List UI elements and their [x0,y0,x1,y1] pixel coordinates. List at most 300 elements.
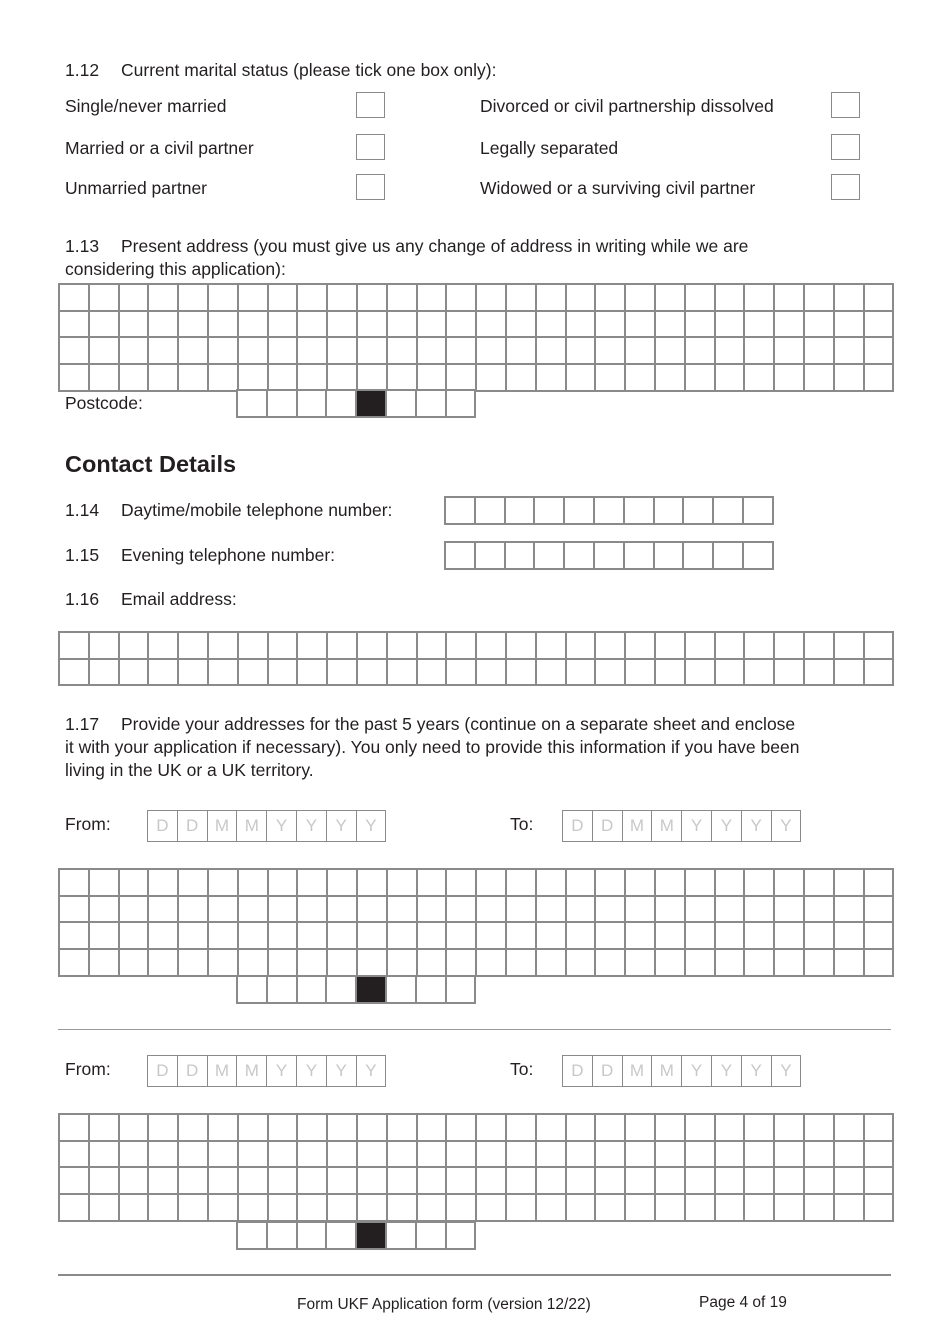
character-box[interactable] [865,870,895,897]
character-box[interactable] [269,1115,299,1142]
character-box[interactable] [388,897,418,924]
character-box[interactable] [775,633,805,660]
character-box[interactable] [656,338,686,365]
date-digit-box[interactable]: Y [712,1056,742,1087]
character-box[interactable] [745,285,775,312]
character-box[interactable] [477,897,507,924]
character-box[interactable] [239,285,269,312]
date-digit-box[interactable]: Y [267,811,297,842]
character-box[interactable] [595,498,625,525]
character-box[interactable] [209,923,239,950]
character-box[interactable] [537,1115,567,1142]
character-box[interactable] [90,338,120,365]
character-box[interactable] [686,923,716,950]
character-box[interactable] [477,365,507,392]
character-box[interactable] [328,365,358,392]
character-box[interactable] [537,1195,567,1222]
character-box[interactable] [865,1195,895,1222]
character-box[interactable] [238,391,268,418]
character-box[interactable] [179,1115,209,1142]
date-digit-box[interactable]: D [178,1056,208,1087]
character-box[interactable] [269,1195,299,1222]
character-box[interactable] [775,897,805,924]
character-box[interactable] [684,543,714,570]
character-box[interactable] [835,285,865,312]
character-box[interactable] [120,338,150,365]
character-box[interactable] [328,1142,358,1169]
character-box[interactable] [239,897,269,924]
character-box[interactable] [716,870,746,897]
character-box[interactable] [686,870,716,897]
character-box[interactable] [298,1142,328,1169]
character-box[interactable] [537,897,567,924]
character-box[interactable] [327,1223,357,1250]
character-box[interactable] [507,1168,537,1195]
character-box[interactable] [149,285,179,312]
character-box[interactable] [805,660,835,687]
character-box[interactable] [656,870,686,897]
character-box[interactable] [507,923,537,950]
character-box[interactable] [596,312,626,339]
date-digit-box[interactable]: M [208,1056,238,1087]
character-box[interactable] [268,1223,298,1250]
character-box[interactable] [805,312,835,339]
character-box[interactable] [865,950,895,977]
character-box[interactable] [775,285,805,312]
character-box[interactable] [507,365,537,392]
date-digit-box[interactable]: D [148,1056,178,1087]
character-box[interactable] [626,338,656,365]
character-box[interactable] [716,633,746,660]
character-box[interactable] [209,1168,239,1195]
postcode-grid[interactable] [236,389,476,418]
character-box[interactable] [537,660,567,687]
character-box[interactable] [269,633,299,660]
character-box[interactable] [656,285,686,312]
character-box[interactable] [328,923,358,950]
character-box[interactable] [298,1115,328,1142]
character-box[interactable] [418,365,448,392]
character-box[interactable] [865,897,895,924]
character-box[interactable] [149,923,179,950]
character-box[interactable] [298,633,328,660]
character-box[interactable] [149,338,179,365]
character-box[interactable] [239,1168,269,1195]
character-box[interactable] [596,1142,626,1169]
character-box[interactable] [298,977,328,1004]
character-box[interactable] [805,897,835,924]
character-box[interactable] [388,312,418,339]
character-box[interactable] [328,312,358,339]
character-box[interactable] [686,1115,716,1142]
character-box[interactable] [298,312,328,339]
character-box[interactable] [60,660,90,687]
character-box[interactable] [745,365,775,392]
character-box[interactable] [744,543,774,570]
character-box[interactable] [388,1142,418,1169]
character-box[interactable] [418,285,448,312]
character-box[interactable] [387,391,417,418]
character-box[interactable] [358,338,388,365]
character-box[interactable] [656,633,686,660]
character-box[interactable] [269,285,299,312]
character-box[interactable] [209,1115,239,1142]
character-box[interactable] [477,950,507,977]
character-box[interactable] [418,1142,448,1169]
character-box[interactable] [686,1195,716,1222]
character-box[interactable] [626,1142,656,1169]
character-box[interactable] [388,1195,418,1222]
character-box[interactable] [835,660,865,687]
character-box[interactable] [567,285,597,312]
character-box[interactable] [506,543,536,570]
character-box[interactable] [298,365,328,392]
character-box[interactable] [745,1195,775,1222]
character-box[interactable] [626,660,656,687]
widowed-checkbox[interactable] [831,174,860,200]
character-box[interactable] [418,1195,448,1222]
character-box[interactable] [835,1115,865,1142]
evening-phone-grid[interactable] [444,541,774,570]
character-box[interactable] [535,498,565,525]
character-box[interactable] [477,660,507,687]
character-box[interactable] [716,950,746,977]
character-box[interactable] [418,1115,448,1142]
character-box[interactable] [447,285,477,312]
character-box[interactable] [120,1115,150,1142]
character-box[interactable] [358,1195,388,1222]
character-box[interactable] [477,285,507,312]
character-box[interactable] [269,950,299,977]
character-box[interactable] [537,1168,567,1195]
date-digit-box[interactable]: Y [267,1056,297,1087]
character-box[interactable] [269,660,299,687]
character-box[interactable] [745,1142,775,1169]
character-box[interactable] [447,391,477,418]
character-box[interactable] [209,950,239,977]
character-box[interactable] [418,923,448,950]
date-digit-box[interactable]: M [237,1056,267,1087]
character-box[interactable] [268,391,298,418]
character-box[interactable] [328,338,358,365]
character-box[interactable] [775,870,805,897]
character-box[interactable] [120,1195,150,1222]
character-box[interactable] [567,1115,597,1142]
character-box[interactable] [60,312,90,339]
date-digit-box[interactable]: Y [327,811,357,842]
date-digit-box[interactable]: M [623,811,653,842]
character-box[interactable] [358,1142,388,1169]
character-box[interactable] [656,660,686,687]
character-box[interactable] [686,897,716,924]
character-box[interactable] [418,1168,448,1195]
daytime-phone-grid[interactable] [444,496,774,525]
character-box[interactable] [477,1142,507,1169]
character-box[interactable] [506,498,536,525]
character-box[interactable] [388,923,418,950]
character-box[interactable] [60,285,90,312]
character-box[interactable] [447,660,477,687]
character-box[interactable] [328,285,358,312]
character-box[interactable] [805,870,835,897]
character-box[interactable] [179,950,209,977]
character-box[interactable] [358,950,388,977]
character-box[interactable] [745,312,775,339]
date-digit-box[interactable]: Y [772,811,802,842]
character-box[interactable] [298,391,328,418]
character-box[interactable] [239,365,269,392]
character-box[interactable] [865,660,895,687]
character-box[interactable] [269,897,299,924]
character-box[interactable] [179,312,209,339]
character-box[interactable] [328,1168,358,1195]
character-box[interactable] [120,1168,150,1195]
character-box[interactable] [358,660,388,687]
character-box[interactable] [269,870,299,897]
character-box[interactable] [120,285,150,312]
character-box[interactable] [60,870,90,897]
character-box[interactable] [418,950,448,977]
character-box[interactable] [537,870,567,897]
character-box[interactable] [477,312,507,339]
character-box[interactable] [388,365,418,392]
character-box[interactable] [716,338,746,365]
character-box[interactable] [745,897,775,924]
character-box[interactable] [476,543,506,570]
character-box[interactable] [596,285,626,312]
character-box[interactable] [298,870,328,897]
character-box[interactable] [477,338,507,365]
character-box[interactable] [865,923,895,950]
character-box[interactable] [567,312,597,339]
character-box[interactable] [149,312,179,339]
character-box[interactable] [120,950,150,977]
character-box[interactable] [656,1115,686,1142]
character-box[interactable] [327,977,357,1004]
character-box[interactable] [567,1168,597,1195]
character-box[interactable] [447,1168,477,1195]
character-box[interactable] [120,633,150,660]
character-box[interactable] [865,633,895,660]
character-box[interactable] [835,897,865,924]
character-box[interactable] [417,391,447,418]
character-box[interactable] [686,285,716,312]
character-box[interactable] [745,950,775,977]
character-box[interactable] [596,1195,626,1222]
character-box[interactable] [775,338,805,365]
character-box[interactable] [775,1142,805,1169]
date-digit-box[interactable]: M [652,1056,682,1087]
previous-address-grid[interactable] [58,868,894,977]
character-box[interactable] [239,338,269,365]
character-box[interactable] [716,285,746,312]
character-box[interactable] [447,897,477,924]
character-box[interactable] [120,897,150,924]
character-box[interactable] [239,923,269,950]
character-box[interactable] [626,633,656,660]
character-box[interactable] [298,923,328,950]
character-box[interactable] [209,660,239,687]
character-box[interactable] [655,543,685,570]
character-box[interactable] [596,1168,626,1195]
character-box[interactable] [596,365,626,392]
character-box[interactable] [626,1168,656,1195]
character-box[interactable] [835,923,865,950]
character-box[interactable] [179,338,209,365]
character-box[interactable] [388,1168,418,1195]
date-digit-box[interactable]: Y [682,811,712,842]
character-box[interactable] [716,897,746,924]
character-box[interactable] [567,870,597,897]
character-box[interactable] [269,365,299,392]
character-box[interactable] [388,870,418,897]
character-box[interactable] [358,633,388,660]
character-box[interactable] [626,923,656,950]
character-box[interactable] [239,1142,269,1169]
character-box[interactable] [149,950,179,977]
character-box[interactable] [209,897,239,924]
character-box[interactable] [507,1195,537,1222]
date-digit-box[interactable]: D [563,811,593,842]
character-box[interactable] [656,1195,686,1222]
character-box[interactable] [507,1142,537,1169]
character-box[interactable] [656,1142,686,1169]
character-box[interactable] [507,897,537,924]
character-box[interactable] [120,1142,150,1169]
character-box[interactable] [90,633,120,660]
character-box[interactable] [90,1168,120,1195]
character-box[interactable] [447,633,477,660]
character-box[interactable] [447,923,477,950]
character-box[interactable] [328,660,358,687]
character-box[interactable] [686,660,716,687]
character-box[interactable] [775,1195,805,1222]
character-box[interactable] [565,498,595,525]
character-box[interactable] [90,870,120,897]
character-box[interactable] [149,1195,179,1222]
character-box[interactable] [388,633,418,660]
date-digit-box[interactable]: D [563,1056,593,1087]
character-box[interactable] [686,365,716,392]
character-box[interactable] [268,977,298,1004]
character-box[interactable] [149,870,179,897]
character-box[interactable] [567,633,597,660]
character-box[interactable] [626,365,656,392]
unmarried-checkbox[interactable] [356,174,385,200]
character-box[interactable] [716,1142,746,1169]
character-box[interactable] [417,977,447,1004]
character-box[interactable] [90,950,120,977]
character-box[interactable] [775,365,805,392]
character-box[interactable] [387,977,417,1004]
character-box[interactable] [686,1142,716,1169]
character-box[interactable] [417,1223,447,1250]
character-box[interactable] [596,1115,626,1142]
date-digit-box[interactable]: Y [297,811,327,842]
character-box[interactable] [90,660,120,687]
previous-postcode-grid[interactable] [236,975,476,1004]
character-box[interactable] [865,1168,895,1195]
character-box[interactable] [447,1223,477,1250]
character-box[interactable] [447,312,477,339]
character-box[interactable] [447,338,477,365]
date-digit-box[interactable]: M [208,811,238,842]
character-box[interactable] [626,897,656,924]
character-box[interactable] [239,1115,269,1142]
character-box[interactable] [595,543,625,570]
character-box[interactable] [626,950,656,977]
character-box[interactable] [298,897,328,924]
character-box[interactable] [865,365,895,392]
character-box[interactable] [60,338,90,365]
character-box[interactable] [358,897,388,924]
character-box[interactable] [90,1115,120,1142]
character-box[interactable] [656,312,686,339]
character-box[interactable] [120,923,150,950]
character-box[interactable] [60,923,90,950]
date-digit-box[interactable]: Y [742,1056,772,1087]
character-box[interactable] [447,977,477,1004]
character-box[interactable] [418,870,448,897]
character-box[interactable] [387,1223,417,1250]
character-box[interactable] [60,1168,90,1195]
character-box[interactable] [716,365,746,392]
character-box[interactable] [716,660,746,687]
character-box[interactable] [90,312,120,339]
character-box[interactable] [447,1195,477,1222]
date-digit-box[interactable]: M [237,811,267,842]
character-box[interactable] [656,1168,686,1195]
character-box[interactable] [686,338,716,365]
date-digit-box[interactable]: Y [742,811,772,842]
character-box[interactable] [446,498,476,525]
character-box[interactable] [714,543,744,570]
character-box[interactable] [596,950,626,977]
character-box[interactable] [149,633,179,660]
character-box[interactable] [537,923,567,950]
character-box[interactable] [835,312,865,339]
character-box[interactable] [775,312,805,339]
character-box[interactable] [684,498,714,525]
character-box[interactable] [626,285,656,312]
character-box[interactable] [744,498,774,525]
character-box[interactable] [656,923,686,950]
character-box[interactable] [507,950,537,977]
character-box[interactable] [149,1142,179,1169]
to-date-field[interactable] [562,810,801,842]
character-box[interactable] [686,633,716,660]
character-box[interactable] [358,1168,388,1195]
character-box[interactable] [60,1115,90,1142]
character-box[interactable] [596,870,626,897]
character-box[interactable] [656,950,686,977]
character-box[interactable] [60,1142,90,1169]
character-box[interactable] [596,923,626,950]
character-box[interactable] [507,1115,537,1142]
character-box[interactable] [447,950,477,977]
character-box[interactable] [596,633,626,660]
character-box[interactable] [209,1142,239,1169]
character-box[interactable] [865,285,895,312]
character-box[interactable] [626,1195,656,1222]
character-box[interactable] [507,285,537,312]
character-box[interactable] [447,870,477,897]
character-box[interactable] [418,633,448,660]
character-box[interactable] [716,312,746,339]
character-box[interactable] [179,923,209,950]
character-box[interactable] [239,312,269,339]
previous-address-grid[interactable] [58,1113,894,1222]
